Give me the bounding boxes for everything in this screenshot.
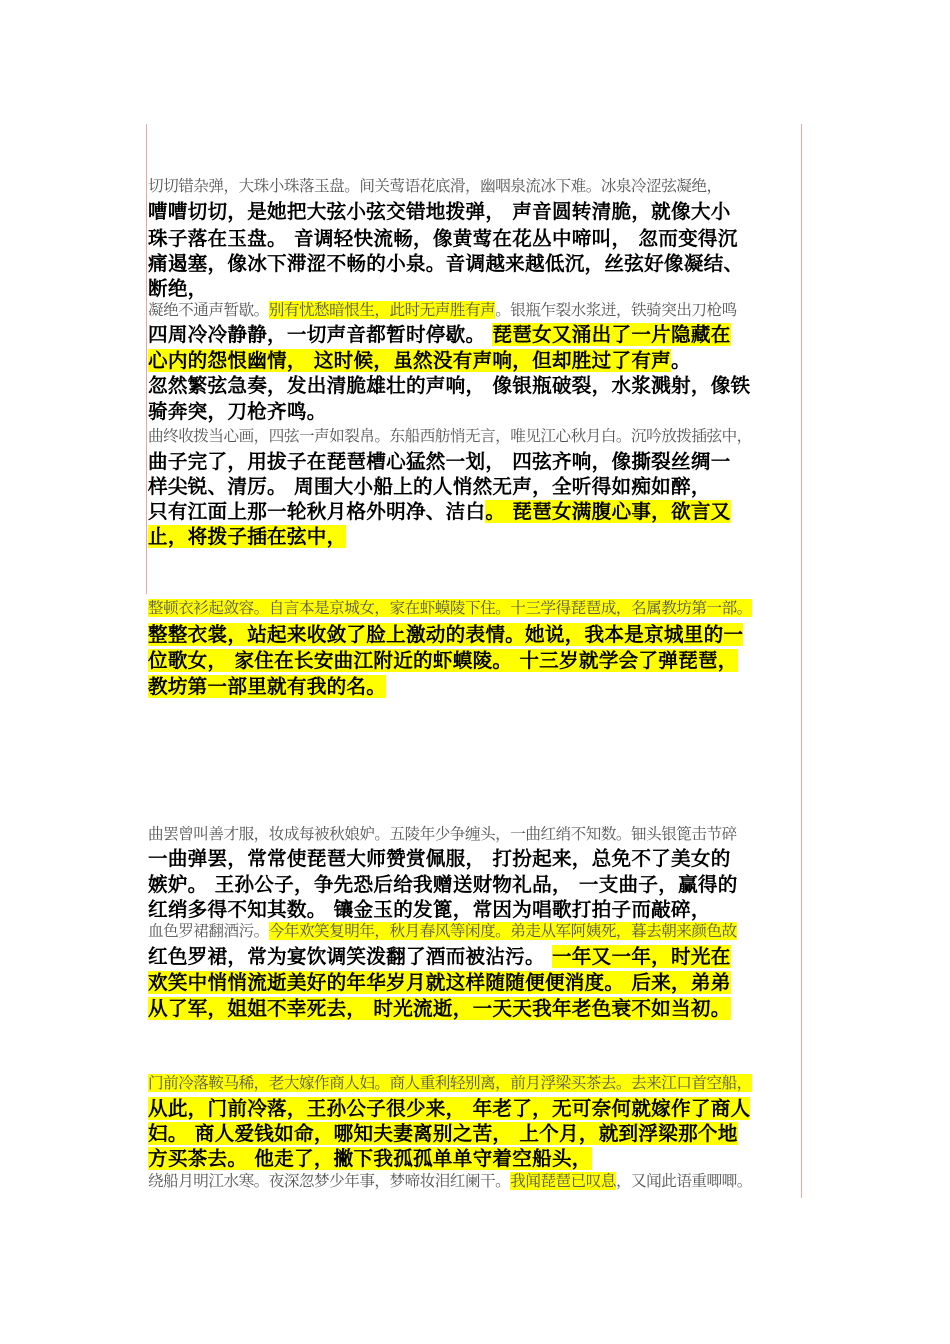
text-segment: 四周冷冷静静，一切声音都暂时停歇。	[148, 323, 493, 346]
text-segment: 红色罗裙，常为宴饮调笑泼翻了酒而被沾污。	[148, 945, 552, 968]
translation-line	[148, 499, 802, 524]
highlighted-text: 。 琵琶女满腹心事，欲言又	[485, 500, 731, 523]
poem-line	[148, 598, 802, 619]
highlighted-text: 整整衣裳，站起来收敛了脸上激动的表情。她说，我本是京城里的一	[148, 623, 744, 646]
text-segment: 嫉妒。 王孙公子，争先恐后给我赠送财物礼品， 一支曲子，赢得的	[148, 873, 738, 896]
translation-line	[148, 373, 802, 398]
translation-line	[148, 524, 802, 549]
translation-line	[148, 622, 802, 647]
highlighted-text: 教坊第一部里就有我的名。	[148, 675, 387, 698]
text-segment: 。	[671, 349, 691, 372]
highlighted-text: 一年又一年，时光在	[551, 945, 731, 968]
highlighted-text: 心内的怨恨幽情， 这时候，虽然没有声响，但却胜过了有声	[148, 349, 672, 372]
translation-line	[148, 996, 802, 1021]
translation-line	[148, 322, 802, 347]
poem-line	[148, 921, 802, 942]
highlighted-text: 今年欢笑复明年，秋月春风等闲度。弟走从军阿姨死，暮去朝来颜色故	[268, 922, 737, 940]
translation-line	[148, 944, 802, 969]
translation-line	[148, 276, 802, 301]
highlighted-text: 位歌女， 家住在长安曲江附近的虾蟆陵。 十三岁就学会了弹琵琶，	[148, 649, 738, 672]
translation-line	[148, 897, 802, 922]
text-segment: 红绡多得不知其数。 镶金玉的发篦，常因为唱歌打拍子而敲碎，	[148, 898, 711, 921]
text-segment: 绕船月明江水寒。夜深忽梦少年事，梦啼妆泪红阑干。	[148, 1172, 511, 1190]
highlighted-text: 别有忧愁暗恨生，此时无声胜有声	[268, 301, 496, 319]
translation-line	[148, 474, 802, 499]
poem-line	[148, 300, 802, 321]
translation-line	[148, 449, 802, 474]
text-segment: 一曲弹罢，常常使琵琶大师赞赏佩服， 打扮起来，总免不了美女的	[148, 847, 731, 870]
poem-line	[148, 824, 802, 845]
text-segment: 骑奔突，刀枪齐鸣。	[148, 400, 327, 423]
left-margin-line	[146, 124, 147, 594]
text-segment: 血色罗裙翻酒污。	[148, 922, 269, 940]
text-segment: 嘈嘈切切，是她把大弦小弦交错地拨弹， 声音圆转清脆，就像大小	[148, 200, 731, 223]
highlighted-text: 妇。 商人爱钱如命，哪知夫妻离别之苦， 上个月，就到浮梁那个地	[148, 1122, 738, 1145]
translation-line	[148, 1121, 802, 1146]
text-segment: 珠子落在玉盘。 音调轻快流畅，像黄莺在花丛中啼叫， 忽而变得沉	[148, 227, 738, 250]
text-segment: 断绝，	[148, 277, 208, 300]
highlighted-text: 整顿衣衫起敛容。自言本是京城女，家在虾蟆陵下住。十三学得琵琶成，名属教坊第一部。	[148, 599, 752, 617]
translation-line	[148, 674, 802, 699]
translation-line	[148, 1096, 802, 1121]
highlighted-text: 门前冷落鞍马稀，老大嫁作商人妇。商人重利轻别离，前月浮梁买茶去。去来江口首空船，	[148, 1074, 752, 1092]
translation-line	[148, 872, 802, 897]
text-segment: 曲子完了，用拔子在琵琶槽心猛然一划， 四弦齐响，像撕裂丝绸一	[148, 450, 731, 473]
text-segment: 曲罢曾叫善才服，妆成每被秋娘妒。五陵年少争缠头，一曲红绡不知数。钿头银篦击节碎	[148, 825, 737, 843]
text-segment: 忽然繁弦急奏，发出清脆雄壮的声响， 像银瓶破裂，水浆溅射，像铁	[148, 374, 751, 397]
text-segment: 痛遏塞，像冰下滞涩不畅的小泉。音调越来越低沉，丝弦好像凝结、	[148, 252, 744, 275]
highlighted-text: 方买茶去。 他走了，撇下我孤孤单单守着空船头，	[148, 1147, 592, 1170]
translation-line	[148, 251, 802, 276]
highlighted-text: 从了军，姐姐不幸死去， 时光流逝，一天天我年老色衰不如当初。	[148, 997, 731, 1020]
translation-line	[148, 846, 802, 871]
text-segment: 。银瓶乍裂水浆迸，铁骑突出刀枪鸣	[495, 301, 737, 319]
text-segment: ，又闻此语重唧唧。	[615, 1172, 752, 1190]
highlighted-text: 从此，门前冷落，王孙公子很少来， 年老了，无可奈何就嫁作了商人	[148, 1097, 751, 1120]
translation-line	[148, 1146, 802, 1171]
highlighted-text: 我闻琵琶已叹息	[510, 1172, 616, 1190]
text-segment: 切切错杂弹，大珠小珠落玉盘。间关莺语花底滑，幽咽泉流冰下难。冰泉冷涩弦凝绝，	[148, 177, 722, 195]
translation-line	[148, 226, 802, 251]
highlighted-text: 止，将拨子插在弦中，	[148, 525, 347, 548]
text-segment: 凝绝不通声暂歇。	[148, 301, 269, 319]
highlighted-text: 欢笑中悄悄流逝美好的年华岁月就这样随随便便消度。 后来，弟弟	[148, 971, 731, 994]
translation-line	[148, 970, 802, 995]
highlighted-text: 琵琶女又涌出了一片隐藏在	[492, 323, 731, 346]
poem-line	[148, 1171, 802, 1192]
text-segment: 样尖锐、清厉。 周围大小船上的人悄然无声，全听得如痴如醉，	[148, 475, 711, 498]
translation-line	[148, 399, 802, 424]
poem-line	[148, 176, 802, 197]
poem-line	[148, 1073, 802, 1094]
poem-line	[148, 426, 802, 447]
text-segment: 曲终收拨当心画，四弦一声如裂帛。东船西舫悄无言，唯见江心秋月白。沉吟放拨插弦中，	[148, 427, 752, 445]
text-segment: 只有江面上那一轮秋月格外明净、洁白	[148, 500, 486, 523]
translation-line	[148, 648, 802, 673]
translation-line	[148, 348, 802, 373]
translation-line	[148, 199, 802, 224]
